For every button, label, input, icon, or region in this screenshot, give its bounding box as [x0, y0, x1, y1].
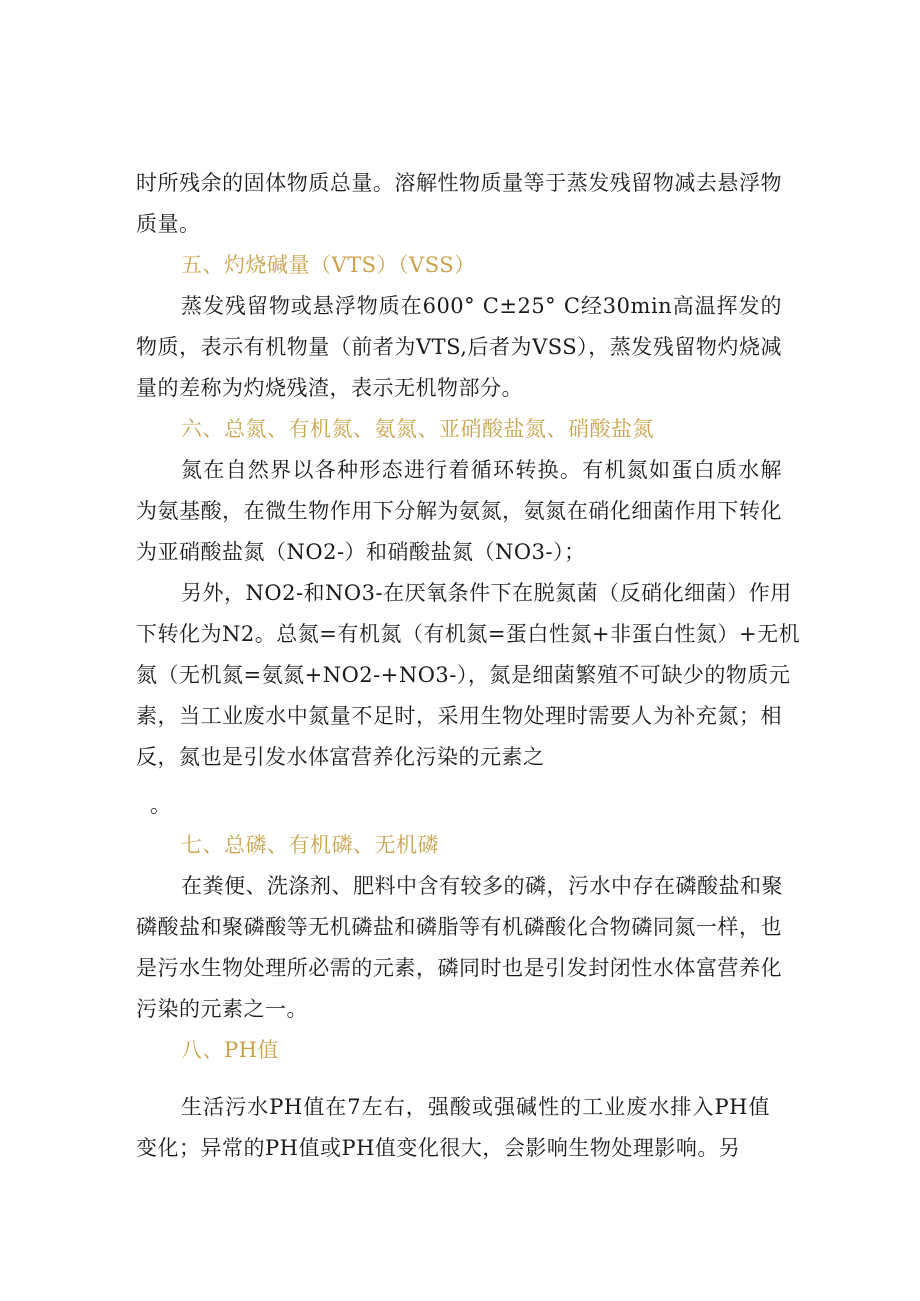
paragraph-line: 氮在自然界以各种形态进行着循环转换。有机氮如蛋白质水解: [181, 458, 782, 482]
paragraph-line: 变化；异常的PH值或PH值变化很大，会影响生物处理影响。另: [136, 1136, 741, 1160]
paragraph-line: 质量。: [136, 212, 201, 236]
paragraph-line: 氮（无机氮=氨氮+NO2-+NO3-），氮是细菌繁殖不可缺少的物质元: [136, 663, 791, 687]
section-heading-8: 八、PH值: [181, 1038, 279, 1062]
paragraph-line: 素，当工业废水中氮量不足时，采用生物处理时需要人为补充氮；相: [136, 704, 782, 728]
paragraph-line: 时所残余的固体物质总量。溶解性物质量等于蒸发残留物减去悬浮物: [136, 171, 782, 195]
paragraph-line: 量的差称为灼烧残渣，表示无机物部分。: [136, 376, 523, 400]
section-heading-7: 七、总磷、有机磷、无机磷: [181, 833, 439, 857]
paragraph-line: 另外，NO2-和NO3-在厌氧条件下在脱氮菌（反硝化细菌）作用: [181, 581, 792, 605]
paragraph-line: 是污水生物处理所必需的元素，磷同时也是引发封闭性水体富营养化: [136, 956, 782, 980]
section-heading-6: 六、总氮、有机氮、氨氮、亚硝酸盐氮、硝酸盐氮: [181, 417, 654, 441]
paragraph-line: 磷酸盐和聚磷酸等无机磷盐和磷脂等有机磷酸化合物磷同氮一样，也: [136, 915, 782, 939]
paragraph-line: 为氨基酸，在微生物作用下分解为氨氮，氨氮在硝化细菌作用下转化: [136, 499, 782, 523]
paragraph-line: 反，氮也是引发水体富营养化污染的元素之: [136, 745, 545, 769]
paragraph-line: 物质，表示有机物量（前者为VTS,后者为VSS），蒸发残留物灼烧减: [136, 335, 782, 359]
paragraph-line: 。: [150, 793, 172, 817]
paragraph-line: 下转化为N2。总氮=有机氮（有机氮=蛋白性氮+非蛋白性氮）+无机: [136, 622, 801, 646]
paragraph-line: 为亚硝酸盐氮（NO2-）和硝酸盐氮（NO3-）；: [136, 540, 586, 564]
paragraph-line: 污染的元素之一。: [136, 997, 308, 1021]
paragraph-line: 在粪便、洗涤剂、肥料中含有较多的磷，污水中存在磷酸盐和聚: [181, 874, 783, 898]
paragraph-line: 蒸发残留物或悬浮物质在600° C±25° C经30min高温挥发的: [181, 294, 782, 318]
paragraph-line: 生活污水PH值在7左右，强酸或强碱性的工业废水排入PH值: [181, 1095, 770, 1119]
section-heading-5: 五、灼烧碱量（VTS）（VSS）: [181, 253, 476, 277]
